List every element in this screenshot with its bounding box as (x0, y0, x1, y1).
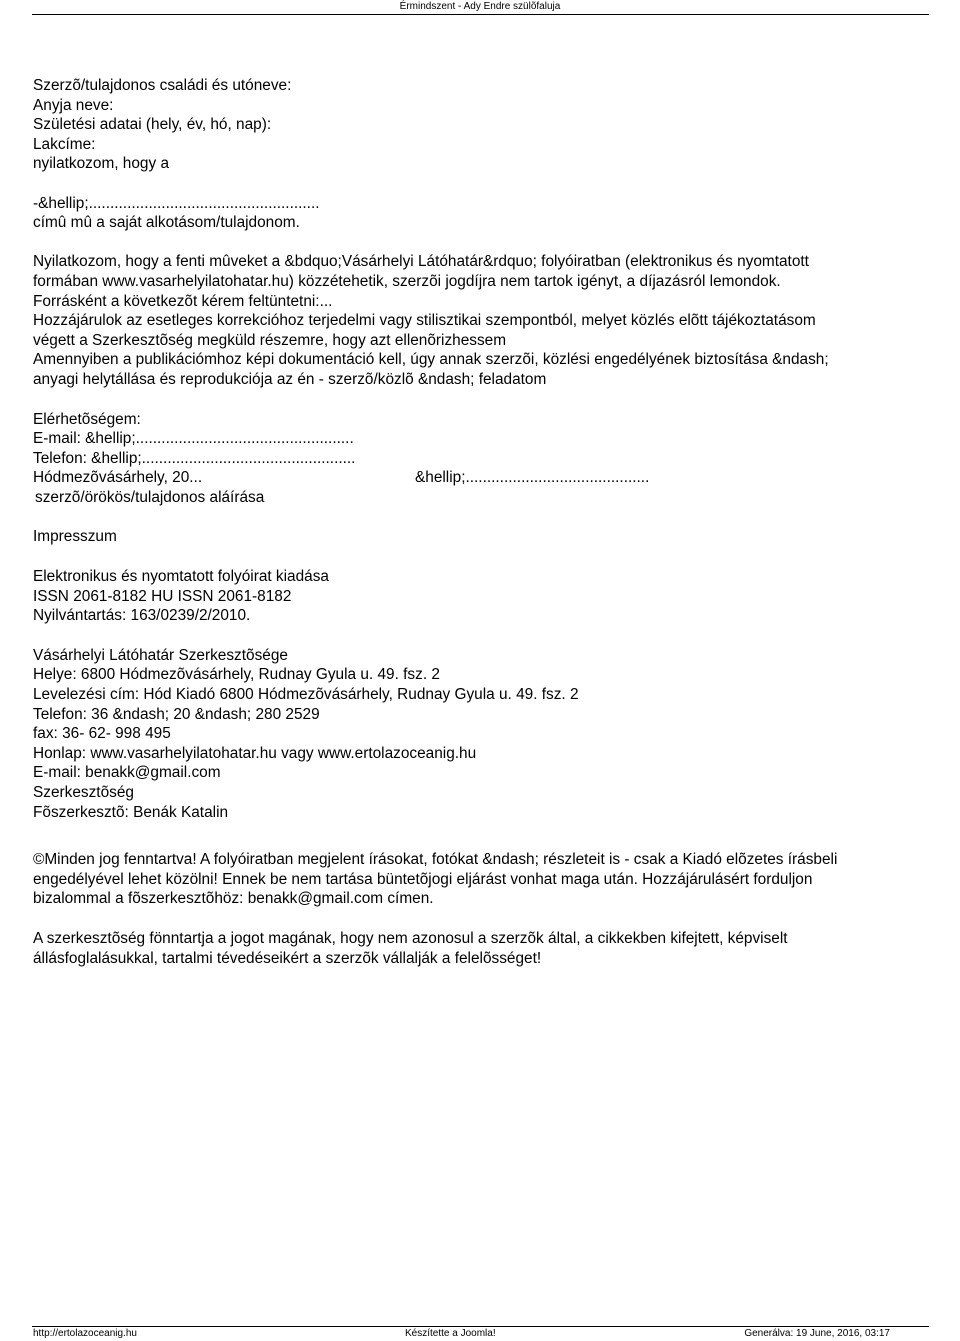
birth-data-line: Születési adatai (hely, év, hó, nap): (33, 116, 272, 134)
statement-intro: nyilatkozom, hogy a (33, 155, 170, 173)
signature-dots: &hellip;........................................... (415, 469, 650, 487)
page-footer (33, 1328, 890, 1340)
rights-section (33, 850, 923, 968)
registration-line: Nyilvántartás: 163/0239/2/2010. (33, 607, 251, 625)
copyright-line-1: ©Minden jog fenntartva! A folyóiratban megjelent írásokat, fotókat &ndash; részleteit is - csak a Kiadó elõzetes írásbeli (33, 851, 838, 869)
publish-paragraph-line-2: formában www.vasarhelyilatohatar.hu) közzétehetik, szerzõi jogdíjra nem tartok igényt, a díjazásról lemondok. (33, 272, 781, 290)
header-divider (32, 14, 929, 15)
mother-name-line: Anyja neve: (33, 96, 114, 114)
impressum-section (33, 527, 923, 822)
source-line: Forrásként a következõt kérem feltüntetni:... (33, 292, 333, 310)
copyright-line-3: bizalommal a fõszerkesztõhöz: benakk@gmail.com címen. (33, 890, 434, 908)
signature-label: szerzõ/örökös/tulajdonos aláírása (35, 488, 265, 506)
place-date-signature-row (33, 468, 923, 488)
website-line: Honlap: www.vasarhelyilatohatar.hu vagy www.ertolazoceanig.hu (33, 744, 477, 762)
contact-phone-line: Telefon: &hellip;.................................................. (33, 449, 356, 467)
editor-in-chief-line: Fõszerkesztõ: Benák Katalin (33, 803, 229, 821)
disclaimer-line-1: A szerkesztõség fönntartja a jogot magának, hogy nem azonosul a szerzõk által, a cikkekben kifejtett, képviselt (33, 929, 788, 947)
mailing-address-line: Levelezési cím: Hód Kiadó 6800 Hódmezõvásárhely, Rudnay Gyula u. 49. fsz. 2 (33, 686, 579, 704)
impressum-email-line: E-mail: benakk@gmail.com (33, 764, 221, 782)
issn-line: ISSN 2061-8182 HU ISSN 2061-8182 (33, 587, 292, 605)
footer-url: http://ertolazoceanig.hu (33, 1328, 137, 1339)
publish-paragraph-line-1: Nyilatkozom, hogy a fenti mûveket a &bdquo;Vásárhelyi Látóhatár&rdquo; folyóiratban (elektronikus és nyomtatott (33, 253, 809, 271)
place-date: Hódmezõvásárhely, 20... (33, 469, 203, 487)
telephone-line: Telefon: 36 &ndash; 20 &ndash; 280 2529 (33, 705, 320, 723)
author-name-line: Szerzõ/tulajdonos családi és utóneve: (33, 77, 292, 94)
address-line: Lakcíme: (33, 135, 96, 153)
contact-section (33, 410, 923, 508)
editorial-office-line: Vásárhelyi Látóhatár Szerkesztõsége (33, 646, 288, 664)
header-title: Érmindszent - Ady Endre szülõfaluja (399, 1, 561, 12)
corrections-line-1: Hozzájárulok az esetleges korrekcióhoz terjedelmi vagy stilisztikai szempontból, melyet közlés elõtt tájékoztatásom (33, 312, 816, 330)
location-line: Helye: 6800 Hódmezõvásárhely, Rudnay Gyula u. 49. fsz. 2 (33, 666, 440, 684)
page-header (0, 0, 960, 14)
contact-heading: Elérhetõségem: (33, 410, 141, 428)
staff-line: Szerkesztõség (33, 784, 134, 801)
disclaimer-line-2: állásfoglalásukkal, tartalmi tévedéseikért a szerzõk vállalják a felelõsséget! (33, 949, 542, 967)
footer-divider (32, 1326, 929, 1327)
publication-line: Elektronikus és nyomtatott folyóirat kiadása (33, 568, 329, 586)
images-line-2: anyagi helytállása és reprodukciója az én - szerzõ/közlõ &ndash; feladatom (33, 370, 547, 388)
impressum-heading: Impresszum (33, 528, 117, 546)
work-title-line: -&hellip;...................................................... (33, 194, 320, 212)
footer-made-with: Készítette a Joomla! (405, 1328, 496, 1339)
contact-email-line: E-mail: &hellip;................................................... (33, 430, 354, 448)
declaration-section (33, 76, 923, 390)
footer-generated: Generálva: 19 June, 2016, 03:17 (744, 1328, 890, 1339)
images-line-1: Amennyiben a publikációmhoz képi dokumentáció kell, úgy annak szerzõi, közlési engedélyének biztosítása &ndash; (33, 351, 829, 369)
corrections-line-2: végett a Szerkesztõség megküld részemre, hogy azt ellenõrizhessem (33, 331, 507, 349)
ownership-line: címû mû a saját alkotásom/tulajdonom. (33, 214, 300, 232)
fax-line: fax: 36- 62- 998 495 (33, 725, 171, 743)
document-body (33, 76, 923, 968)
copyright-line-2: engedélyével lehet közölni! Ennek be nem tartása büntetõjogi eljárást vonhat maga után. Hozzájárulásért forduljon (33, 870, 813, 888)
